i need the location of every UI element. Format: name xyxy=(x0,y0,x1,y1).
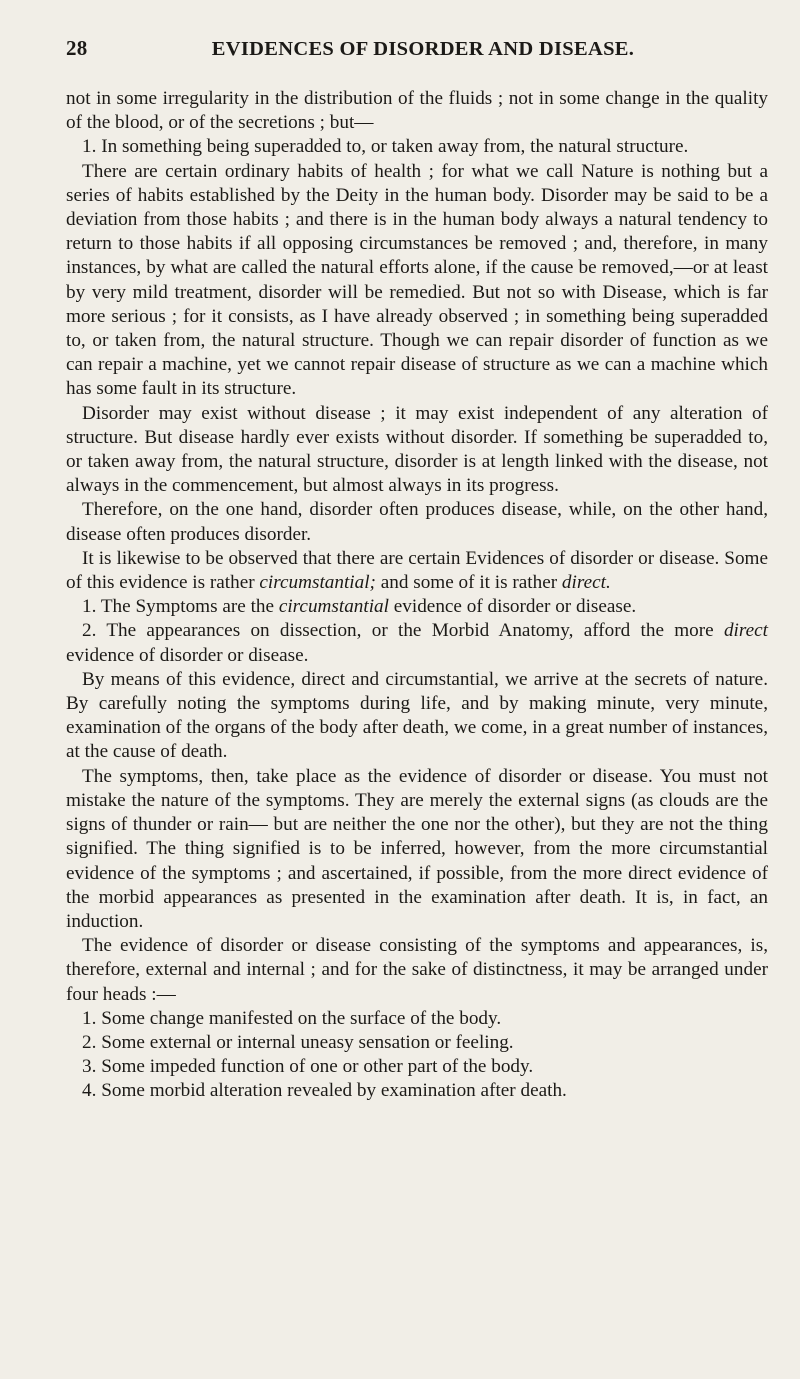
page-header xyxy=(66,36,768,66)
paragraph xyxy=(66,498,768,546)
italic-text: circumstantial; xyxy=(259,572,376,594)
book-page xyxy=(66,36,768,1104)
paragraph xyxy=(66,765,768,934)
paragraph-text: 1. Some change manifested on the surface of the body. xyxy=(82,1007,502,1029)
paragraph xyxy=(66,87,768,135)
numbered-paragraph xyxy=(66,1031,768,1055)
paragraph-text: evidence of disorder or disease. xyxy=(66,644,309,666)
numbered-paragraph xyxy=(66,1007,768,1031)
paragraph-text: 3. Some impeded function of one or other part of the body. xyxy=(82,1056,534,1078)
paragraph-text: and some of it is rather xyxy=(375,572,562,594)
numbered-paragraph xyxy=(66,1079,768,1103)
paragraph-text: Therefore, on the one hand, disorder often produces disease, while, on the other hand, disease often produces disorder. xyxy=(66,499,768,545)
paragraph-text: 2. Some external or internal uneasy sensation or feeling. xyxy=(82,1031,514,1053)
paragraph-text: 1. The Symptoms are the xyxy=(82,596,279,618)
paragraph-text: There are certain ordinary habits of health ; for what we call Nature is nothing but a series of habits established by the Deity in the human body. Disorder may be said to be a deviation from those habits ; and there is in the human body always a natural tendency to return to those habits if all opposing circumstances be removed ; and, therefore, in many instances, by what are called the natural efforts alone, if the cause be removed,—or at least by very mild treatment, disorder will be remedied. But not so with Disease, which is far more serious ; for it consists, as I have already observed ; in something being superadded to, or taken from, the natural structure. Though we can repair disorder of function as we can repair a machine, yet we cannot repair disease of structure as we can a machine which has some fault in its structure. xyxy=(66,160,768,400)
paragraph-text: 2. The appearances on dissection, or the Morbid Anatomy, afford the more xyxy=(82,620,724,642)
running-head: EVIDENCES OF DISORDER AND DISEASE. xyxy=(211,38,635,60)
paragraph-text: It is likewise to be observed that there are certain Evidences of disorder or disease. Some of this evidence is rather xyxy=(66,547,768,594)
paragraph xyxy=(66,402,768,499)
paragraph-text: The symptoms, then, take place as the evidence of disorder or disease. You must not mistake the nature of the symptoms. They are merely the external signs (as clouds are the signs of thunder or rain— but are neither the one nor the other), but they are not the thing signified. The thing signified is to be inferred, however, from the more circumstantial evidence of the symptoms ; and ascertained, if possible, from the more direct evidence of the morbid appearances as presented in the examination after death. It is, in fact, an induction. xyxy=(66,765,768,932)
numbered-paragraph xyxy=(66,1055,768,1079)
paragraph xyxy=(66,668,768,765)
paragraph-text: not in some irregularity in the distribution of the fluids ; not in some change in the quality of the blood, or of the secretions ; but— xyxy=(66,88,768,134)
paragraph-text: 1. In something being superadded to, or taken away from, the natural structure. xyxy=(82,136,689,158)
numbered-paragraph xyxy=(66,619,768,667)
italic-text: direct xyxy=(723,620,768,642)
paragraph-text: evidence of disorder or disease. xyxy=(388,596,637,618)
numbered-paragraph xyxy=(66,135,768,159)
paragraph-text: Disorder may exist without disease ; it may exist independent of any alteration of structure. But disease hardly ever exists without disorder. If something be superadded to, or taken away from, the natural structure, disorder is at length linked with the disease, not always in the commencement, but almost always in its progress. xyxy=(66,402,768,497)
paragraph xyxy=(66,160,768,402)
paragraph-text: 4. Some morbid alteration revealed by examination after death. xyxy=(82,1080,567,1102)
numbered-paragraph xyxy=(66,595,768,619)
paragraph xyxy=(66,547,768,595)
paragraph xyxy=(66,934,768,1007)
body-text xyxy=(66,87,768,1104)
italic-text: circumstantial xyxy=(278,596,389,618)
page-number: 28 xyxy=(66,36,88,60)
paragraph-text: The evidence of disorder or disease consisting of the symptoms and appearances, is, therefore, external and internal ; and for the sake of distinctness, it may be arranged under four heads :— xyxy=(66,935,768,1005)
italic-text: direct. xyxy=(561,572,611,594)
paragraph-text: By means of this evidence, direct and circumstantial, we arrive at the secrets of nature. By carefully noting the symptoms during life, and by making minute, very minute, examination of the organs of the body after death, we come, in a great number of instances, at the cause of death. xyxy=(66,668,768,763)
